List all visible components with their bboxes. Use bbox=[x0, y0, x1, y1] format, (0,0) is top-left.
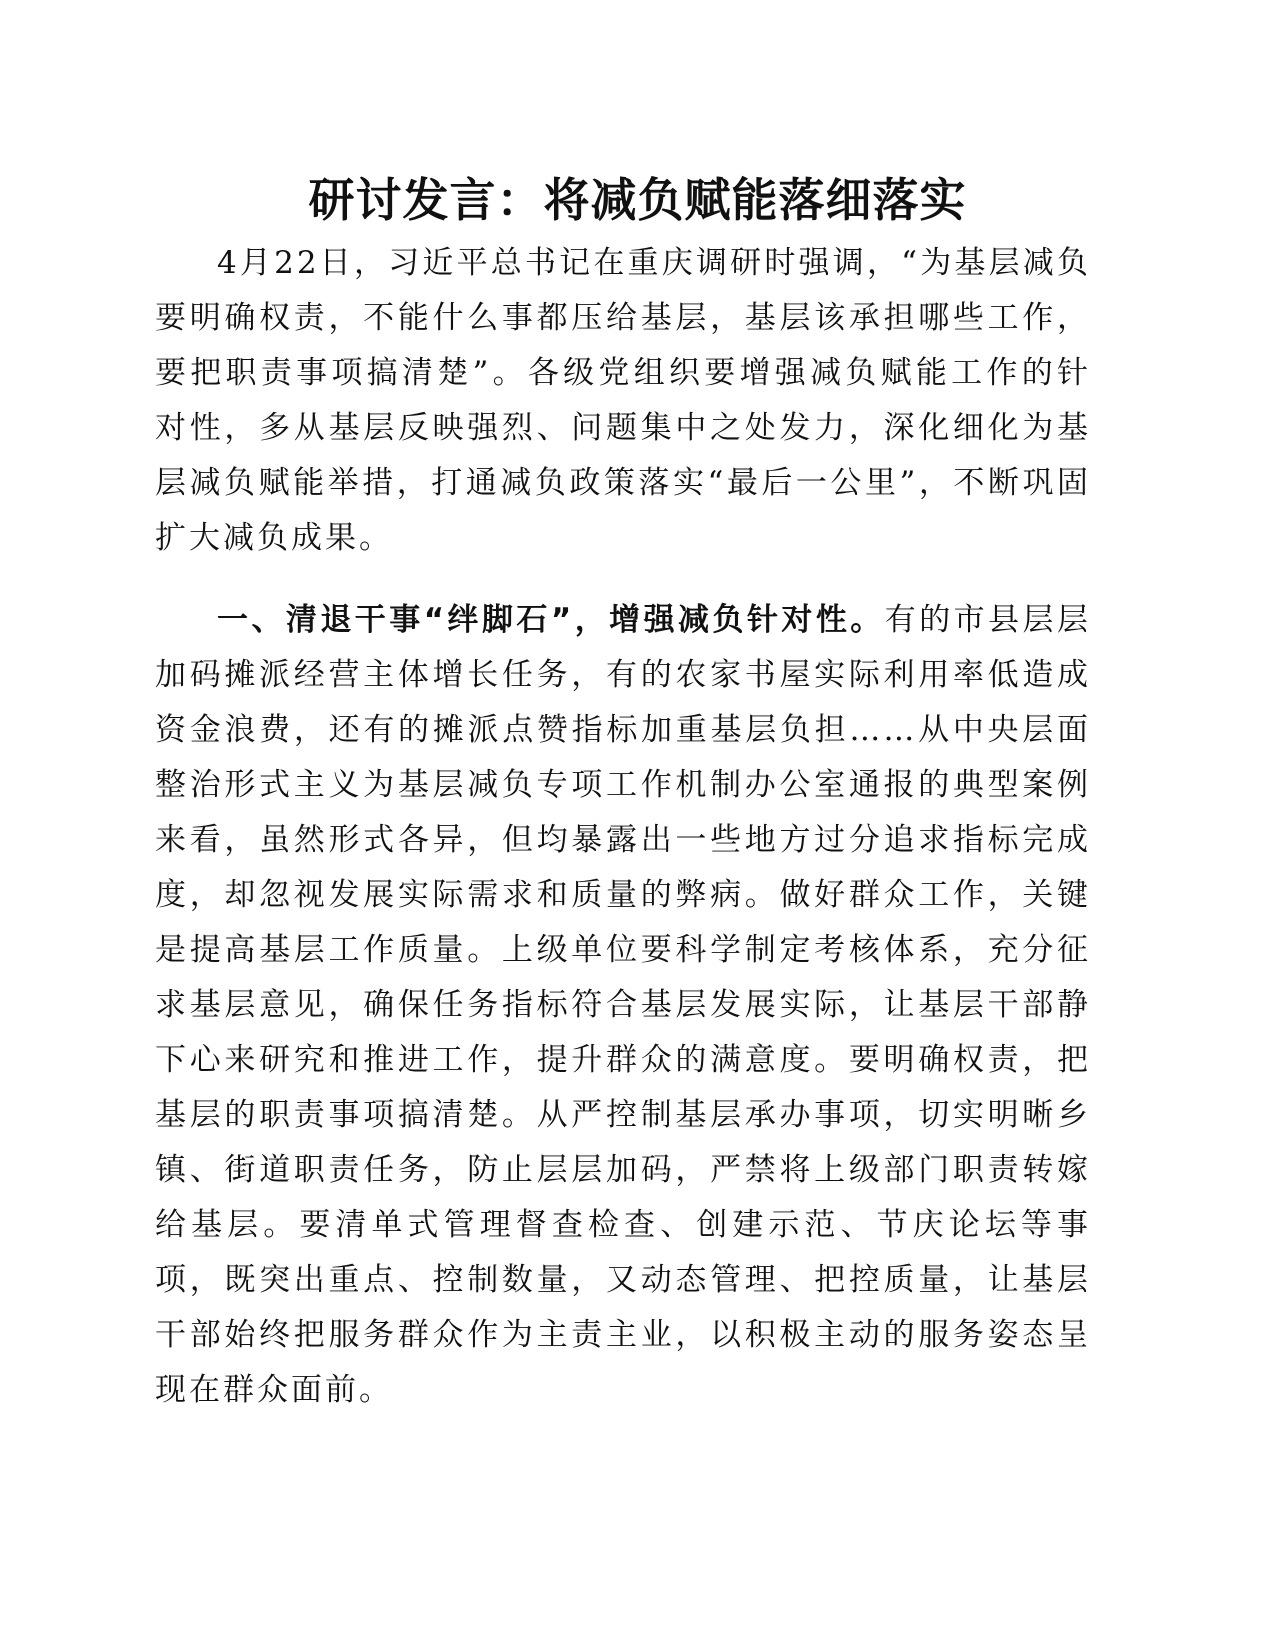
document-title: 研讨发言：将减负赋能落细落实 bbox=[308, 173, 967, 227]
paragraph-intro bbox=[155, 236, 1091, 566]
section-one-text: 有的市县层层加码摊派经营主体增长任务，有的农家书屋实际利用率低造成资金浪费，还有的摊派点赞指标加重基层负担……从中央层面整治形式主义为基层减负专项工作机制办公室通报的典型案例来看，虽然形式各异，但均暴露出一些地方过分追求指标完成度，却忽视发展实际需求和质量的弊病。做好群众工作，关键是提高基层工作质量。上级单位要科学制定考核体系，充分征求基层意见，确保任务指标符合基层发展实际，让基层干部静下心来研究和推进工作，提升群众的满意度。要明确权责，把基层的职责事项搞清楚。从严控制基层承办事项，切实明晰乡镇、街道职责任务，防止层层加码，严禁将上级部门职责转嫁给基层。要清单式管理督查检查、创建示范、节庆论坛等事项，既突出重点、控制数量，又动态管理、把控质量，让基层干部始终把服务群众作为主责主业，以积极主动的服务姿态呈现在群众面前。 bbox=[155, 602, 1091, 1408]
paragraph-intro-text: 4月22日，习近平总书记在重庆调研时强调，“为基层减负要明确权责，不能什么事都压给基层，基层该承担哪些工作，要把职责事项搞清楚”。各级党组织要增强减负赋能工作的针对性，多从基层反映强烈、问题集中之处发力，深化细化为基层减负赋能举措，打通减负政策落实“最后一公里”，不断巩固扩大减负成果。 bbox=[155, 245, 1091, 556]
paragraph-section-one bbox=[155, 593, 1091, 1418]
section-one-heading: 一、清退干事“绊脚石”，增强减负针对性。 bbox=[217, 602, 885, 638]
